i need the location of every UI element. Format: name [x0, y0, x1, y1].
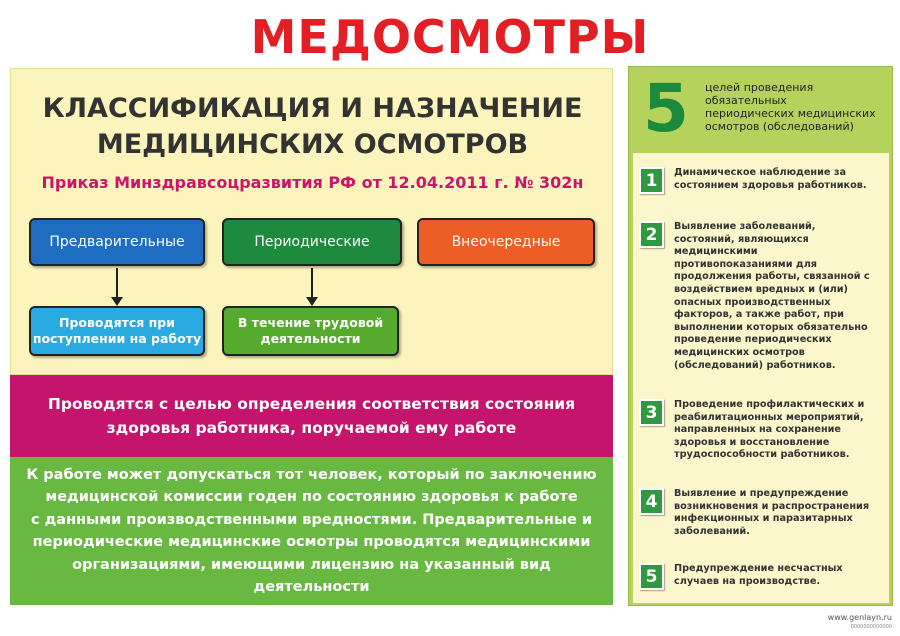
goal-text	[674, 399, 887, 462]
classification-heading-line1: КЛАССИФИКАЦИЯ И НАЗНАЧЕНИЕ	[42, 93, 583, 124]
goals-title-line: целей проведения	[705, 81, 814, 94]
purpose-line2: здоровья работника, поручаемой ему работе	[106, 419, 517, 437]
goals-title-line: обязательных	[705, 94, 787, 107]
goal-text-line: Проведение профилактических и	[674, 399, 865, 410]
admission-band	[10, 457, 613, 605]
publisher-site: www.genlayn.ru	[827, 613, 892, 622]
preliminary-when-line2: поступлении на работу	[32, 331, 202, 346]
goal-number-badge: 4	[639, 488, 664, 515]
goal-text-line: состоянием здоровья работников.	[674, 179, 867, 191]
goal-number-badge: 2	[639, 221, 664, 248]
type-preliminary: Предварительные	[29, 218, 205, 266]
goal-text-line: реабилитационных мероприятий,	[674, 411, 864, 423]
goal-text-line: здоровья и восстановление	[674, 436, 830, 448]
page-title: МЕДОСМОТРЫ	[250, 10, 650, 64]
goal-text-line: медицинскими	[674, 246, 758, 258]
goals-count: 5	[643, 70, 689, 147]
classification-heading-line2: МЕДИЦИНСКИХ ОСМОТРОВ	[96, 129, 529, 160]
goal-text-line: Предупреждение несчастных	[674, 563, 843, 574]
goal-text-line: опасных производственных	[674, 296, 831, 308]
admission-line: с данными производственными вредностями. Предварительные и	[30, 511, 593, 528]
goal-text-line: выполнении которых обязательно	[674, 321, 868, 333]
preliminary-when	[29, 306, 205, 356]
goal-text-line: Выявление и предупреждение	[674, 488, 849, 499]
periodic-when	[222, 306, 399, 356]
goal-text-line: факторов, а также работ, при	[674, 309, 844, 321]
goal-number-badge: 1	[639, 167, 664, 194]
type-periodic: Периодические	[222, 218, 402, 266]
goals-list	[633, 153, 889, 603]
goal-number-badge: 3	[639, 399, 664, 426]
type-extraordinary: Внеочередные	[417, 218, 595, 266]
admission-line: К работе может допускаться тот человек, который по заключению	[26, 466, 597, 483]
goal-text	[674, 488, 887, 538]
goal-text	[674, 221, 887, 372]
goal-text-line: направленных на сохранение	[674, 424, 841, 436]
order-reference: Приказ Минздравсоцразвития РФ от 12.04.2011 г. № 302н	[41, 173, 584, 192]
goal-text-line: случаев на производстве.	[674, 575, 821, 587]
goals-header	[629, 67, 892, 149]
goals-panel	[628, 66, 893, 606]
goal-text-line: трудоспособности работников.	[674, 449, 850, 461]
arrow-periodic	[311, 268, 313, 298]
publisher-code: 0000000000000	[850, 624, 892, 630]
goal-text-line: Выявление заболеваний,	[674, 221, 816, 232]
goals-title-line: периодических медицинских	[705, 107, 876, 120]
goal-text	[674, 167, 887, 192]
preliminary-when-line1: Проводятся при	[58, 315, 175, 330]
goal-text-line: инфекционных и паразитарных	[674, 513, 853, 525]
admission-line: периодические медицинские осмотры проводятся медицинскими	[32, 534, 591, 550]
goal-text	[674, 563, 887, 588]
arrow-preliminary-head	[111, 297, 123, 306]
classification-panel	[10, 68, 613, 605]
periodic-when-line1: В течение трудовой	[237, 315, 384, 330]
goal-number-badge: 5	[639, 563, 664, 590]
goal-text-line: воздействием вредных и (или)	[674, 283, 848, 295]
goal-text-line: возникновения и распространения	[674, 500, 870, 512]
classification-heading	[11, 91, 614, 163]
arrow-periodic-head	[306, 297, 318, 306]
goal-text-line: состояний, являющихся	[674, 233, 809, 245]
arrow-preliminary	[116, 268, 118, 298]
classification-area	[10, 68, 613, 375]
purpose-band	[10, 375, 613, 457]
goals-title	[705, 81, 885, 133]
goal-text-line: противопоказаниями для	[674, 258, 818, 270]
goal-text-line: (обследований) работников.	[674, 359, 836, 371]
goal-text-line: Динамическое наблюдение за	[674, 167, 846, 178]
periodic-when-line2: деятельности	[260, 331, 361, 346]
goal-text-line: проведение периодических	[674, 334, 832, 346]
goal-text-line: медицинских осмотров	[674, 346, 805, 358]
admission-line: организациями, имеющими лицензию на указанный вид деятельности	[72, 556, 551, 595]
goals-title-line: осмотров (обследований)	[705, 120, 854, 133]
admission-line: медицинской комиссии годен по состоянию здоровья к работе	[45, 489, 578, 505]
goal-text-line: продолжения работы, связанной с	[674, 271, 870, 283]
purpose-line1: Проводятся с целью определения соответствия состояния	[47, 395, 576, 413]
goal-text-line: заболеваний.	[674, 525, 750, 537]
